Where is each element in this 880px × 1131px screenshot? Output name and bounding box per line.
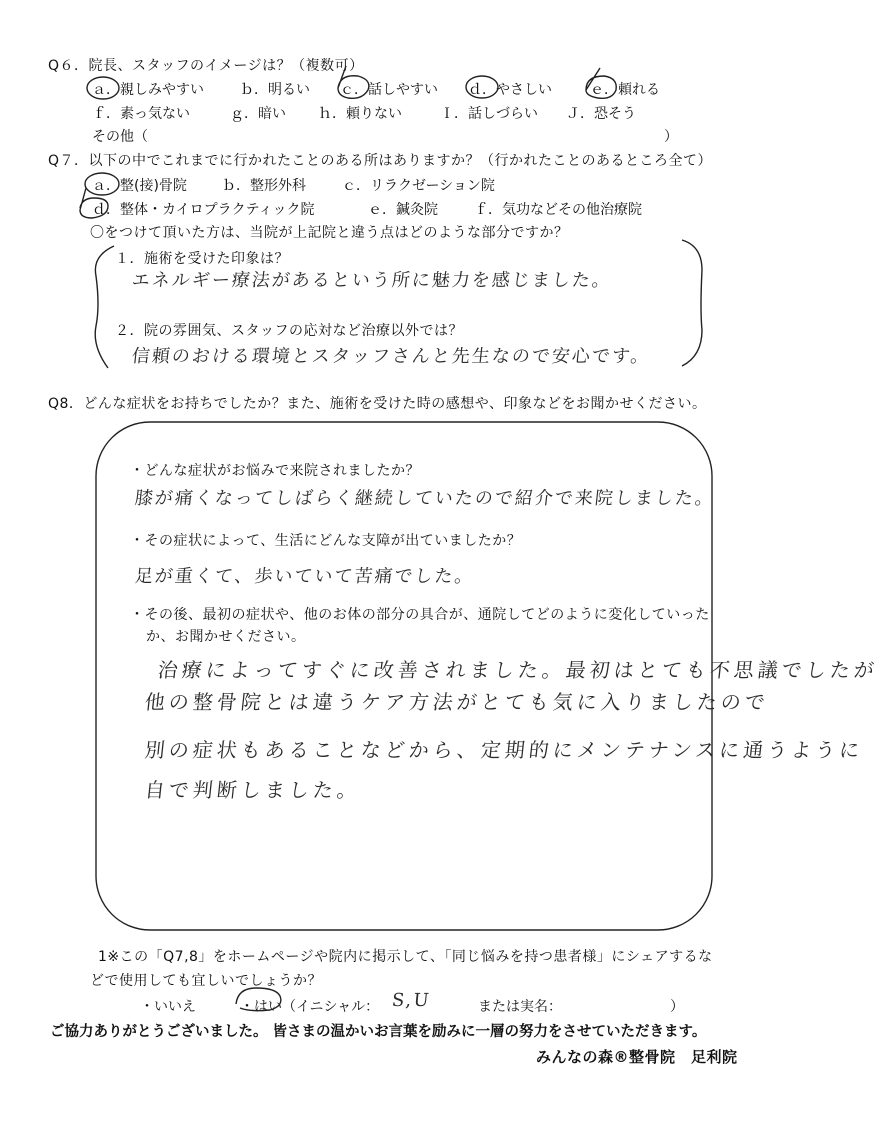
q6-circle-e xyxy=(586,68,616,98)
q6-circle-c xyxy=(338,66,369,98)
q6-option-g[interactable]: ｇ．暗い xyxy=(230,106,286,122)
consent-realname-label: または実名： xyxy=(478,999,562,1015)
q8-prompt-2: ・その症状によって、生活にどんな支障が出ていましたか？ xyxy=(130,533,522,549)
q8-answer-2[interactable]: 足が重くて、歩いていて苦痛でした。 xyxy=(133,566,476,587)
q8-title: Q8．どんな症状をお持ちでしたか？また、施術を受けた時の感想や、印象などをお聞かせください。 xyxy=(48,396,707,412)
q7-sub1-answer[interactable]: エネルギー療法があるという所に魅力を感じました。 xyxy=(130,270,613,291)
footer-thanks: ご協力ありがとうございました。 皆さまの温かいお言葉を励みに一層の努力をさせていただきます。 xyxy=(50,1024,707,1040)
q7-option-d[interactable]: ｄ．整体・カイロプラクティック院 xyxy=(92,202,315,218)
q7-title: Q７．以下の中でこれまでに行かれたことのある所はありますか？（行かれたことのあるところ全て） xyxy=(48,153,713,169)
q7-option-c[interactable]: ｃ．リラクゼーション院 xyxy=(342,178,495,194)
q8-prompt-1: ・どんな症状がお悩みで来院されましたか？ xyxy=(130,463,420,479)
consent-close: ） xyxy=(670,999,684,1015)
q6-other-close: ） xyxy=(664,129,678,145)
consent-no-option[interactable]: ・いいえ xyxy=(140,999,196,1015)
q6-option-e[interactable]: ｅ．頼れる xyxy=(590,82,660,98)
q6-circle-d xyxy=(466,76,498,98)
q7-option-e[interactable]: ｅ．鍼灸院 xyxy=(368,202,438,218)
q8-answer-3-line4[interactable]: 自で判断しました。 xyxy=(143,778,363,802)
consent-line-2: どで使用しても宜しいでしょうか？ xyxy=(90,973,322,989)
q6-title: Q６．院長、スタッフのイメージは？（複数可） xyxy=(48,58,364,74)
q8-answer-1[interactable]: 膝が痛くなってしばらく継続していたので紹介で来院しました。 xyxy=(133,488,716,509)
q7-circle-d xyxy=(80,188,108,218)
q8-answer-3-line1[interactable]: 治療によってすぐに改善されました。最初はとても不思議でしたが xyxy=(156,658,880,682)
q7-sub2-answer[interactable]: 信頼のおける環境とスタッフさんと先生なので安心です。 xyxy=(130,346,652,367)
q6-option-b[interactable]: ｂ．明るい xyxy=(240,82,310,98)
q6-option-h[interactable]: ｈ．頼りない xyxy=(318,106,402,122)
q7-followup: 〇をつけて頂いた方は、当院が上記院と違う点はどのような部分ですか？ xyxy=(90,225,569,241)
q8-answer-frame xyxy=(96,422,712,930)
q6-option-a[interactable]: ａ．親しみやすい xyxy=(92,82,204,98)
q6-option-f[interactable]: ｆ．素っ気ない xyxy=(92,106,190,122)
q8-answer-3-line2[interactable]: 他の整骨院とは違うケア方法がとても気に入りましたので xyxy=(143,690,771,714)
q6-option-j[interactable]: Ｊ．恐そう xyxy=(566,106,636,122)
q6-other-label: その他（ xyxy=(92,129,148,145)
consent-initials[interactable]: S,U xyxy=(390,990,432,1011)
q6-option-c[interactable]: ｃ．話しやすい xyxy=(340,82,438,98)
q7-option-a[interactable]: ａ．整(接)骨院 xyxy=(92,178,187,194)
q7-option-f[interactable]: ｆ．気功などその他治療院 xyxy=(474,202,642,218)
consent-yes-option[interactable]: ・はい（イニシャル： xyxy=(240,999,380,1015)
q7-sub1-label: １．施術を受けた印象は？ xyxy=(115,251,289,267)
q8-answer-3-line3[interactable]: 別の症状もあることなどから、定期的にメンテナンスに通うように xyxy=(143,738,865,762)
footer-clinic-name: みんなの森®整骨院 足利院 xyxy=(536,1048,738,1066)
consent-line-1: 1※この「Q7,8」をホームページや院内に掲示して、「同じ悩みを持つ患者様」にシェアするな xyxy=(98,949,713,965)
q7-circle-a xyxy=(85,173,119,195)
q7-option-b[interactable]: ｂ．整形外科 xyxy=(222,178,306,194)
q6-option-d[interactable]: ｄ．やさしい xyxy=(468,82,552,98)
q8-prompt-3-line2: か、お聞かせください。 xyxy=(146,629,306,645)
consent-yes-circle xyxy=(236,988,281,1011)
q7-sub2-label: ２．院の雰囲気、スタッフの応対など治療以外では？ xyxy=(115,323,463,339)
q7-right-bracket xyxy=(682,240,702,366)
q6-option-i[interactable]: Ｉ．話しづらい xyxy=(440,106,538,122)
q6-circle-a xyxy=(87,77,119,99)
q8-prompt-3-line1: ・その後、最初の症状や、他のお体の部分の具合が、通院してどのように変化していった xyxy=(130,607,710,623)
q7-left-bracket xyxy=(95,246,114,368)
